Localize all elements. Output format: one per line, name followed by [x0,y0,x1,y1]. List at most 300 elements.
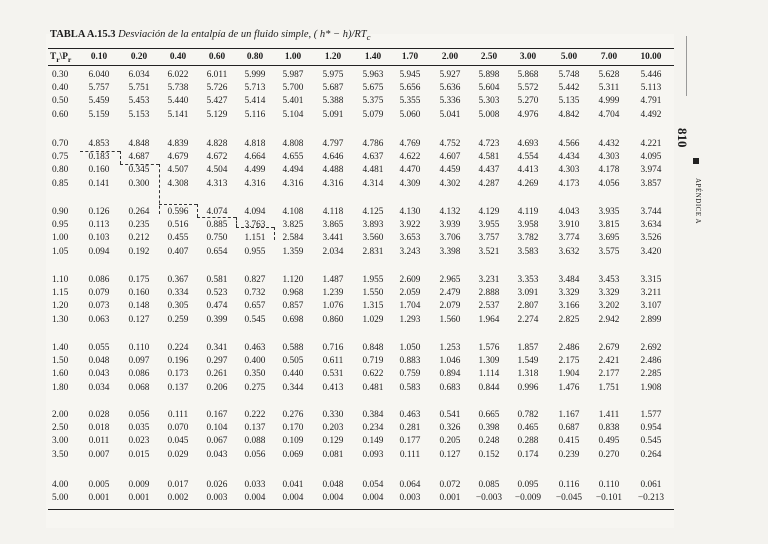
column-header-pr: 0.10 [90,52,108,62]
table-cell: 0.596 [167,207,189,217]
row-label-tr: 2.50 [52,423,69,434]
table-cell: 0.440 [282,369,304,380]
table-cell: 5.757 [88,83,110,94]
table-cell: 0.234 [362,423,384,434]
table-cell: 0.141 [88,178,110,189]
table-cell: 6.040 [88,70,110,80]
table-cell: 4.554 [517,152,539,163]
table-cell: 4.976 [517,109,539,120]
saturation-boundary-line [120,151,121,164]
table-cell: 4.287 [478,178,500,189]
table-cell: 0.111 [167,410,189,420]
table-cell: 3.893 [362,220,384,231]
table-cell: 4.173 [558,178,580,189]
table-cell: 5.079 [362,109,384,120]
table-cell: 4.786 [362,139,384,149]
table-cell: 0.505 [282,356,304,367]
table-cell: 3.935 [598,207,620,217]
table-cell: 0.035 [128,423,150,434]
table-cell: −0.009 [514,493,542,504]
table-cell: 5.868 [517,70,539,80]
table-cell: 0.205 [439,436,461,447]
table-cell: 1.293 [399,314,421,325]
table-cell: 4.095 [640,152,662,163]
table-cell: 1.857 [517,343,539,353]
table-cell: 4.488 [322,165,344,176]
table-cell: 0.297 [206,356,228,367]
corner-pr-sub: r [67,54,72,64]
table-cell: 0.463 [244,343,266,353]
table-cell: 1.120 [282,275,304,285]
saturation-boundary-line [236,217,237,227]
table-cell: 0.067 [206,436,228,447]
table-cell: 3.583 [517,246,539,257]
row-label-tr: 1.00 [52,233,69,244]
table-cell: 3.922 [399,220,421,231]
table-cell: 2.899 [640,314,662,325]
column-header-pr: 0.40 [169,52,187,62]
table-cell: 4.655 [282,152,304,163]
table-cell: 2.034 [322,246,344,257]
column-header-pr: 0.20 [130,52,148,62]
table-cell: −0.101 [595,493,623,504]
table-cell: 0.104 [206,423,228,434]
table-cell: 3.526 [640,233,662,244]
table-cell: 0.264 [128,207,150,217]
table-cell: 4.853 [88,139,110,149]
table-cell: 0.054 [362,480,384,490]
table-cell: 1.908 [640,382,662,393]
table-cell: 5.442 [558,83,580,94]
table-cell: 0.011 [88,436,110,447]
table-cell: 0.017 [167,480,189,490]
table-cell: 5.700 [282,83,304,94]
table-cell: 0.063 [88,314,110,325]
table-cell: 4.848 [128,139,150,149]
table-cell: 6.034 [128,70,150,80]
table-cell: 5.675 [362,83,384,94]
table-cell: 5.459 [88,96,110,107]
table-cell: 0.085 [478,480,500,490]
table-caption-subscript: c [366,32,371,43]
table-cell: 4.129 [478,207,500,217]
table-cell: 0.759 [399,369,421,380]
table-cell: 5.987 [282,70,304,80]
table-cell: 2.942 [598,314,620,325]
table-cell: 4.672 [206,152,228,163]
table-cell: 0.110 [598,480,620,490]
table-cell: 3.910 [558,220,580,231]
table-cell: 3.958 [517,220,539,231]
table-cell: 5.572 [517,83,539,94]
table-cell: 0.103 [88,233,110,244]
table-cell: 0.367 [167,275,189,285]
table-cell: 0.129 [322,436,344,447]
table-cell: 0.192 [128,246,150,257]
table-cell: 0.326 [439,423,461,434]
table-cell: 4.303 [558,165,580,176]
table-cell: 0.857 [282,301,304,312]
saturation-boundary-line [159,204,197,205]
table-cell: 0.860 [322,314,344,325]
table-cell: 0.070 [167,423,189,434]
table-cell: 0.415 [558,436,580,447]
table-cell: 0.275 [244,382,266,393]
table-cell: 0.407 [167,246,189,257]
row-label-tr: 1.05 [52,246,69,257]
table-cell: 5.945 [399,70,421,80]
table-cell: 2.421 [598,356,620,367]
table-cell: 0.465 [517,423,539,434]
row-label-tr: 1.10 [52,275,69,285]
table-cell: 2.059 [399,288,421,299]
column-header-pr: 1.70 [401,52,419,62]
table-cell: 0.954 [640,423,662,434]
table-cell: 1.411 [598,410,620,420]
saturation-boundary-line [159,164,160,214]
table-cell: 0.716 [322,343,344,353]
table-cell: 1.076 [322,301,344,312]
table-cell: 0.848 [362,343,384,353]
table-cell: 1.955 [362,275,384,285]
table-cell: 5.355 [399,96,421,107]
table-cell: 5.751 [128,83,150,94]
table-cell: 1.704 [399,301,421,312]
table-cell: 0.224 [167,343,189,353]
table-cell: 5.963 [362,70,384,80]
running-header: APÉNDICE A [694,178,702,225]
table-cell: 1.359 [282,246,304,257]
table-cell: 4.828 [206,139,228,149]
row-label-tr: 1.60 [52,369,69,380]
table-cell: 5.091 [322,109,344,120]
table-cell: 4.481 [362,165,384,176]
table-cell: 2.175 [558,356,580,367]
column-header-pr: 3.00 [519,52,537,62]
table-cell: 3.560 [362,233,384,244]
table-cell: 2.679 [598,343,620,353]
table-cell: 0.545 [244,314,266,325]
table-cell: 0.094 [88,246,110,257]
table-cell: 3.231 [478,275,500,285]
table-cell: 2.486 [558,343,580,353]
table-cell: 0.004 [362,493,384,504]
table-cell: 5.153 [128,109,150,120]
table-cell: 5.748 [558,70,580,80]
table-cell: 2.807 [517,301,539,312]
table-cell: 0.015 [128,449,150,460]
table-cell: 5.116 [244,109,266,120]
corner-header [50,52,71,64]
table-bottom-rule [48,509,674,510]
table-cell: 3.107 [640,301,662,312]
table-cell: 3.441 [322,233,344,244]
table-cell: 1.751 [598,382,620,393]
table-cell: 3.166 [558,301,580,312]
table-cell: 5.141 [167,109,189,120]
table-cell: 4.413 [517,165,539,176]
table-cell: 3.782 [517,233,539,244]
table-cell: 0.541 [439,410,461,420]
table-cell: 5.656 [399,83,421,94]
table-cell: 5.726 [206,83,228,94]
table-cell: −0.045 [555,493,583,504]
table-cell: 5.927 [439,70,461,80]
table-cell: 5.427 [206,96,228,107]
table-cell: 4.637 [362,152,384,163]
table-cell: 0.056 [128,410,150,420]
table-cell: 4.132 [439,207,461,217]
table-cell: 2.965 [439,275,461,285]
column-header-pr: 2.50 [480,52,498,62]
table-cell: 1.151 [244,233,266,244]
table-cell: 0.041 [282,480,304,490]
table-cell: 4.221 [640,139,662,149]
table-cell: 0.683 [439,382,461,393]
table-cell: 1.315 [362,301,384,312]
table-cell: 0.001 [439,493,461,504]
table-cell: 0.072 [439,480,461,490]
table-cell: 4.178 [598,165,620,176]
table-cell: 3.774 [558,233,580,244]
table-cell: 4.607 [439,152,461,163]
table-cell: 5.041 [439,109,461,120]
table-cell: 0.028 [88,410,110,420]
table-cell: 5.159 [88,109,110,120]
table-cell: 3.857 [640,178,662,189]
table-cell: 0.206 [206,382,228,393]
table-cell: 4.842 [558,109,580,120]
row-label-tr: 0.80 [52,165,69,176]
table-cell: 1.029 [362,314,384,325]
table-cell: 3.575 [598,246,620,257]
table-cell: 4.056 [598,178,620,189]
table-cell: 0.111 [399,449,421,460]
table-cell: 0.029 [167,449,189,460]
table-cell: 0.495 [598,436,620,447]
table-cell: 0.203 [322,423,344,434]
table-cell: 0.398 [478,423,500,434]
square-marker-icon [693,158,699,164]
table-cell: 0.173 [167,369,189,380]
table-cell: 0.750 [206,233,228,244]
row-label-tr: 1.50 [52,356,69,367]
table-cell: 0.137 [167,382,189,393]
table-cell: 0.516 [167,220,189,231]
table-cell: 4.119 [517,207,539,217]
table-cell: 1.239 [322,288,344,299]
table-cell: 0.883 [399,356,421,367]
column-header-pr: 2.00 [441,52,459,62]
table-cell: 0.007 [88,449,110,460]
table-cell: 0.334 [167,288,189,299]
table-cell: 1.549 [517,356,539,367]
table-cell: 0.137 [244,423,266,434]
row-label-tr: 2.00 [52,410,69,420]
table-cell: 1.577 [640,410,662,420]
table-cell: 0.455 [167,233,189,244]
column-header-pr: 1.00 [284,52,302,62]
table-cell: 0.174 [517,449,539,460]
table-cell: 0.212 [128,233,150,244]
table-cell: 5.104 [282,109,304,120]
table-cell: 0.097 [128,356,150,367]
table-cell: 2.825 [558,314,580,325]
table-cell: 0.005 [88,480,110,490]
table-cell: 0.827 [244,275,266,285]
table-cell: 3.825 [282,220,304,231]
table-cell: 4.316 [282,178,304,189]
table-cell: 0.073 [88,301,110,312]
table-cell: 0.330 [322,410,344,420]
table-cell: 4.723 [478,139,500,149]
table-cell: 4.494 [282,165,304,176]
column-header-pr: 1.40 [364,52,382,62]
table-cell: 3.329 [598,288,620,299]
table-cell: 0.261 [206,369,228,380]
table-cell: 6.022 [167,70,189,80]
table-cell: 3.091 [517,288,539,299]
table-cell: 0.086 [88,275,110,285]
table-cell: 2.177 [598,369,620,380]
table-cell: 0.581 [206,275,228,285]
table-cell: 0.004 [322,493,344,504]
page-edge-rule [686,36,687,96]
row-label-tr: 1.15 [52,288,69,299]
table-cell: 0.523 [206,288,228,299]
table-cell: 3.763 [244,220,266,231]
table-cell: 0.399 [206,314,228,325]
row-label-tr: 1.80 [52,382,69,393]
saturation-boundary-line [236,227,274,228]
saturation-boundary-line [197,204,198,217]
table-cell: 0.270 [598,449,620,460]
table-cell: 3.353 [517,275,539,285]
table-cell: 0.239 [558,449,580,460]
table-cell: 0.023 [128,436,150,447]
table-cell: 4.504 [206,165,228,176]
row-label-tr: 0.90 [52,207,69,217]
table-cell: 3.211 [640,288,662,299]
table-cell: 0.264 [640,449,662,460]
table-cell: 1.560 [439,314,461,325]
table-cell: 4.130 [399,207,421,217]
table-cell: 4.839 [167,139,189,149]
row-label-tr: 0.75 [52,152,69,163]
table-cell: 0.004 [244,493,266,504]
row-label-tr: 3.50 [52,449,69,460]
table-cell: 3.398 [439,246,461,257]
column-header-pr: 10.00 [640,52,662,62]
table-cell: 0.687 [558,423,580,434]
table-cell: 4.302 [439,178,461,189]
corner-tr-sub: r [56,54,60,64]
table-cell: 4.309 [399,178,421,189]
table-cell: 0.095 [517,480,539,490]
table-cell: 1.318 [517,369,539,380]
table-cell: 3.653 [399,233,421,244]
table-cell: 1.046 [439,356,461,367]
row-label-tr: 0.95 [52,220,69,231]
table-cell: 0.088 [244,436,266,447]
row-label-tr: 1.20 [52,301,69,312]
row-label-tr: 1.30 [52,314,69,325]
table-cell: 0.665 [478,410,500,420]
table-cell: 3.329 [558,288,580,299]
table-cell: 0.545 [640,436,662,447]
table-cell: 0.844 [478,382,500,393]
table-cell: 0.093 [362,449,384,460]
table-cell: 0.413 [322,382,344,393]
table-cell: 0.002 [167,493,189,504]
table-cell: 3.484 [558,275,580,285]
table-cell: 0.996 [517,382,539,393]
table-cell: 0.110 [128,343,150,353]
page-number: 810 [675,128,690,148]
table-cell: 5.446 [640,70,662,80]
table-cell: 0.481 [362,382,384,393]
table-cell: 0.116 [558,480,580,490]
table-cell: 0.463 [399,410,421,420]
row-label-tr: 0.30 [52,70,69,80]
table-cell: 0.698 [282,314,304,325]
table-cell: 4.797 [322,139,344,149]
table-cell: 4.818 [244,139,266,149]
table-cell: 0.045 [167,436,189,447]
table-cell: 5.975 [322,70,344,80]
table-cell: 4.094 [244,207,266,217]
table-cell: 3.955 [478,220,500,231]
table-cell: 0.248 [478,436,500,447]
table-cell: 3.243 [399,246,421,257]
table-cell: 5.008 [478,109,500,120]
table-cell: 4.432 [598,139,620,149]
table-cell: 5.898 [478,70,500,80]
table-cell: 4.769 [399,139,421,149]
table-cell: 0.281 [399,423,421,434]
table-cell: 5.401 [282,96,304,107]
table-cell: 2.537 [478,301,500,312]
column-header-pr: 1.20 [324,52,342,62]
table-cell: 0.001 [128,493,150,504]
row-label-tr: 5.00 [52,493,69,504]
table-cell: 0.341 [206,343,228,353]
saturation-boundary-line [274,227,275,240]
table-cell: 4.499 [244,165,266,176]
table-cell: 4.314 [362,178,384,189]
corner-tr: T [50,52,57,62]
table-cell: 5.453 [128,96,150,107]
table-cell: 0.583 [399,382,421,393]
table-cell: 3.815 [598,220,620,231]
table-cell: 5.270 [517,96,539,107]
table-cell: 1.309 [478,356,500,367]
table-cell: −0.003 [475,493,503,504]
table-cell: 0.064 [399,480,421,490]
saturation-boundary-line [197,217,236,218]
table-cell: 1.487 [322,275,344,285]
table-cell: 5.713 [244,83,266,94]
table-caption: Desviación de la entalpía de un fluido simple, ( h* − h)/RT [118,29,367,40]
table-cell: 0.611 [322,356,344,367]
table-cell: 2.285 [640,369,662,380]
table-cell: 0.305 [167,301,189,312]
table-cell: 0.384 [362,410,384,420]
corner-pr: \P [59,52,68,62]
table-cell: 0.033 [244,480,266,490]
table-cell: 0.657 [244,301,266,312]
row-label-tr: 1.40 [52,343,69,353]
